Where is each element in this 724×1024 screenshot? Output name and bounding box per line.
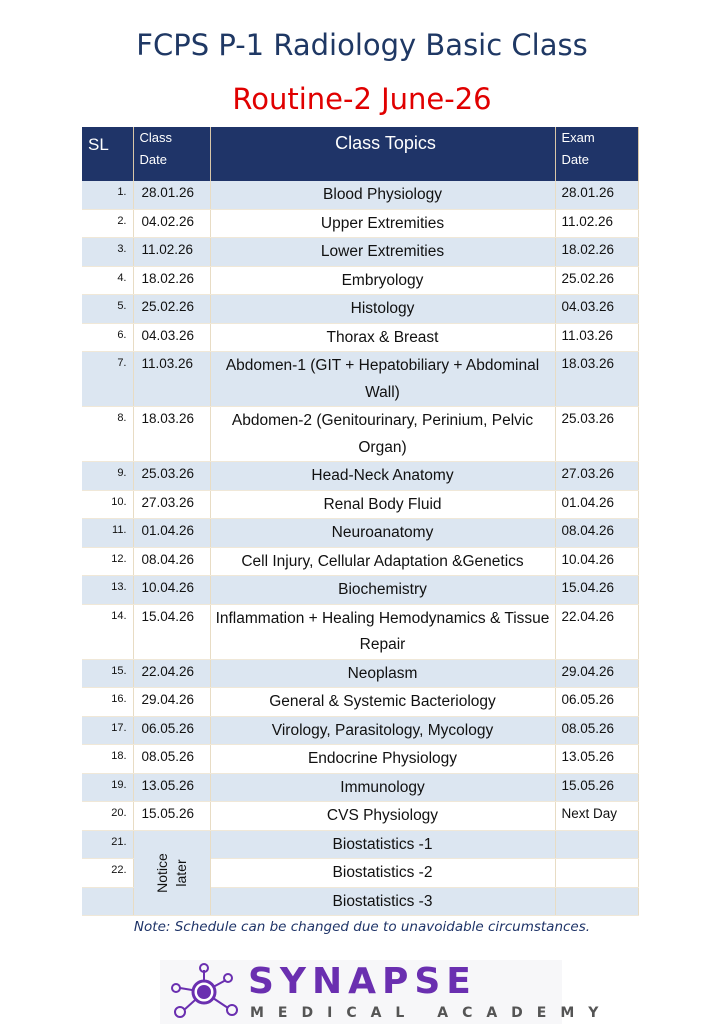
row-topic: Immunology [210, 773, 555, 802]
row-exam-date: 27.03.26 [555, 462, 638, 491]
row-sl: 10. [82, 490, 133, 519]
row-sl: 9. [82, 462, 133, 491]
notice-later-cell [133, 830, 210, 916]
table-row [82, 688, 638, 717]
row-class-date: 06.05.26 [133, 716, 210, 745]
row-topic: Endocrine Physiology [210, 745, 555, 774]
row-topic: Biostatistics -3 [210, 887, 555, 916]
row-class-date: 18.02.26 [133, 266, 210, 295]
row-topic: Virology, Parasitology, Mycology [210, 716, 555, 745]
row-exam-date: 22.04.26 [555, 604, 638, 659]
row-sl: 17. [82, 716, 133, 745]
row-topic: Cell Injury, Cellular Adaptation &Genetics [210, 547, 555, 576]
row-sl: 14. [82, 604, 133, 659]
table-row [82, 519, 638, 548]
row-sl: 12. [82, 547, 133, 576]
row-class-date: 18.03.26 [133, 407, 210, 462]
row-class-date: 25.03.26 [133, 462, 210, 491]
row-sl: 22. [82, 859, 133, 888]
row-topic: Biochemistry [210, 576, 555, 605]
row-sl: 16. [82, 688, 133, 717]
row-class-date: 27.03.26 [133, 490, 210, 519]
row-sl [82, 887, 133, 916]
row-sl: 7. [82, 352, 133, 407]
header-exam-date-line2: Date [561, 152, 589, 167]
row-exam-date [555, 859, 638, 888]
table-row [82, 209, 638, 238]
row-exam-date: 10.04.26 [555, 547, 638, 576]
table-row [82, 604, 638, 659]
notice-later-text: Notice later [153, 852, 189, 893]
row-exam-date: 18.03.26 [555, 352, 638, 407]
table-row [82, 659, 638, 688]
table-row [82, 295, 638, 324]
row-sl: 8. [82, 407, 133, 462]
table-row [82, 716, 638, 745]
row-topic: Abdomen-2 (Genitourinary, Perinium, Pelvic Organ) [210, 407, 555, 462]
page-title: FCPS P-1 Radiology Basic Class [136, 28, 588, 62]
row-sl: 1. [82, 181, 133, 209]
table-header [82, 127, 638, 181]
row-class-date: 11.03.26 [133, 352, 210, 407]
row-class-date: 15.05.26 [133, 802, 210, 831]
row-class-date: 25.02.26 [133, 295, 210, 324]
synapse-logo [160, 960, 613, 1024]
row-topic: Head-Neck Anatomy [210, 462, 555, 491]
header-class-topics: Class Topics [210, 127, 555, 181]
row-sl: 13. [82, 576, 133, 605]
row-exam-date: 13.05.26 [555, 745, 638, 774]
row-topic: Thorax & Breast [210, 323, 555, 352]
row-exam-date [555, 887, 638, 916]
header-class-date-line2: Date [139, 152, 167, 167]
schedule-note: Note: Schedule can be changed due to unavoidable circumstances. [133, 919, 591, 935]
row-exam-date: Next Day [555, 802, 638, 831]
row-topic: CVS Physiology [210, 802, 555, 831]
molecule-icon [164, 960, 244, 1024]
row-topic: Abdomen-1 (GIT + Hepatobiliary + Abdominal Wall) [210, 352, 555, 407]
table-row [82, 576, 638, 605]
row-sl: 6. [82, 323, 133, 352]
row-exam-date: 18.02.26 [555, 238, 638, 267]
table-row [82, 238, 638, 267]
table-row [82, 745, 638, 774]
row-exam-date: 29.04.26 [555, 659, 638, 688]
row-exam-date: 25.02.26 [555, 266, 638, 295]
row-exam-date: 15.05.26 [555, 773, 638, 802]
row-class-date: 08.04.26 [133, 547, 210, 576]
row-exam-date: 04.03.26 [555, 295, 638, 324]
row-topic: Inflammation + Healing Hemodynamics & Tissue Repair [210, 604, 555, 659]
header-sl: SL [82, 127, 133, 181]
header-class-date [133, 127, 210, 181]
row-exam-date: 11.02.26 [555, 209, 638, 238]
row-exam-date: 08.04.26 [555, 519, 638, 548]
row-topic: Upper Extremities [210, 209, 555, 238]
table-row [82, 181, 638, 209]
row-topic: Neuroanatomy [210, 519, 555, 548]
logo-name: SYNAPSE [248, 961, 477, 1002]
row-sl: 5. [82, 295, 133, 324]
row-topic: Biostatistics -2 [210, 859, 555, 888]
table-row [82, 462, 638, 491]
table-row [82, 773, 638, 802]
row-sl: 4. [82, 266, 133, 295]
row-topic: Embryology [210, 266, 555, 295]
schedule-table [82, 127, 639, 916]
row-sl: 21. [82, 830, 133, 859]
table-row [82, 490, 638, 519]
row-sl: 19. [82, 773, 133, 802]
row-topic: Biostatistics -1 [210, 830, 555, 859]
table-row [82, 547, 638, 576]
row-topic: Histology [210, 295, 555, 324]
row-class-date: 22.04.26 [133, 659, 210, 688]
routine-subtitle: Routine-2 June-26 [232, 82, 492, 116]
row-exam-date: 15.04.26 [555, 576, 638, 605]
row-class-date: 01.04.26 [133, 519, 210, 548]
row-sl: 11. [82, 519, 133, 548]
row-sl: 3. [82, 238, 133, 267]
row-topic: Lower Extremities [210, 238, 555, 267]
row-class-date: 11.02.26 [133, 238, 210, 267]
row-class-date: 15.04.26 [133, 604, 210, 659]
row-topic: Neoplasm [210, 659, 555, 688]
table-row [82, 407, 638, 462]
row-class-date: 04.03.26 [133, 323, 210, 352]
row-exam-date: 11.03.26 [555, 323, 638, 352]
row-exam-date: 28.01.26 [555, 181, 638, 209]
row-exam-date: 01.04.26 [555, 490, 638, 519]
header-class-date-line1: Class [139, 130, 173, 145]
row-exam-date: 25.03.26 [555, 407, 638, 462]
table-row [82, 830, 638, 859]
table-row [82, 323, 638, 352]
row-exam-date: 06.05.26 [555, 688, 638, 717]
row-sl: 18. [82, 745, 133, 774]
row-class-date: 10.04.26 [133, 576, 210, 605]
table-row [82, 266, 638, 295]
header-exam-date-line1: Exam [561, 130, 595, 145]
row-exam-date [555, 830, 638, 859]
row-topic: Renal Body Fluid [210, 490, 555, 519]
row-class-date: 08.05.26 [133, 745, 210, 774]
table-row [82, 802, 638, 831]
logo-tagline: MEDICAL ACADEMY [250, 1005, 613, 1021]
row-sl: 15. [82, 659, 133, 688]
row-sl: 2. [82, 209, 133, 238]
table-row [82, 352, 638, 407]
row-sl: 20. [82, 802, 133, 831]
row-class-date: 28.01.26 [133, 181, 210, 209]
header-exam-date [555, 127, 638, 181]
row-class-date: 13.05.26 [133, 773, 210, 802]
row-topic: General & Systemic Bacteriology [210, 688, 555, 717]
row-exam-date: 08.05.26 [555, 716, 638, 745]
row-class-date: 29.04.26 [133, 688, 210, 717]
row-class-date: 04.02.26 [133, 209, 210, 238]
row-topic: Blood Physiology [210, 181, 555, 209]
